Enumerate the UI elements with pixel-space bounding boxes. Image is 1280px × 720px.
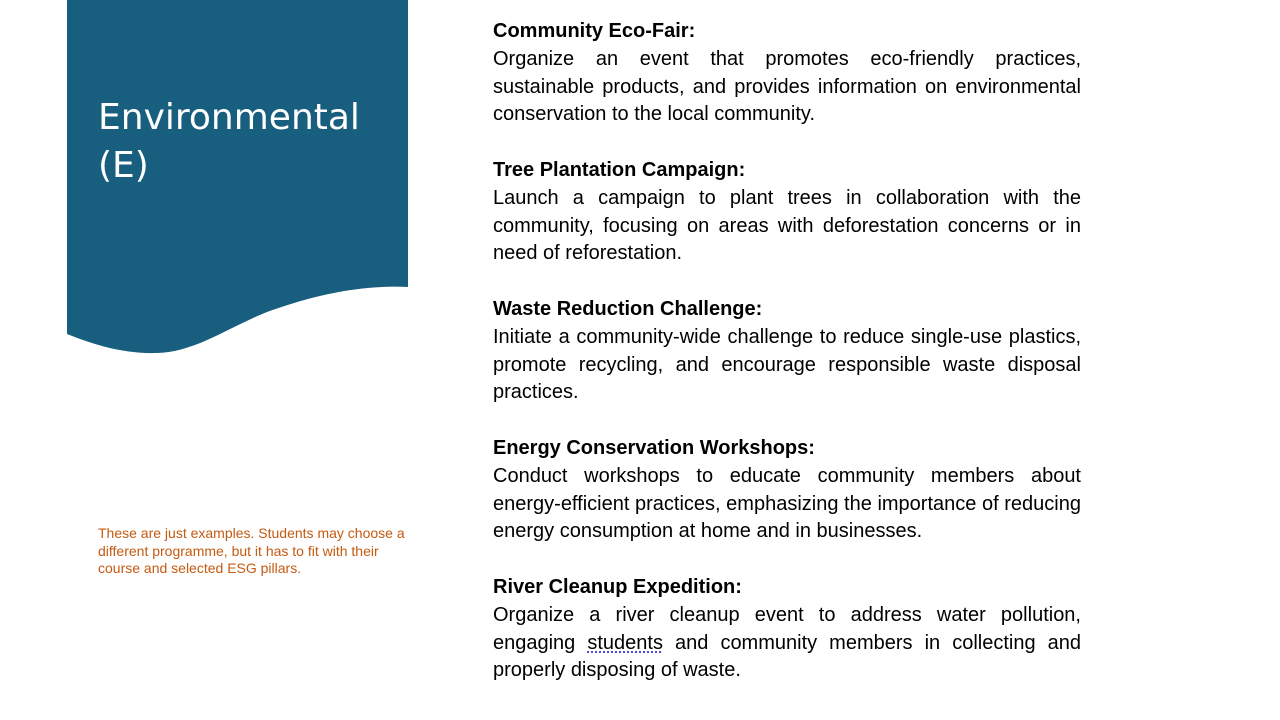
spellcheck-marked-word[interactable]: students xyxy=(587,631,663,654)
item-title: Energy Conservation Workshops: xyxy=(493,436,815,459)
item-description: Organize an event that promotes eco-friendly practices, sustainable products, and provides information on environmental conservation to the local community. xyxy=(493,47,1081,126)
item-description: Launch a campaign to plant trees in collaboration with the community, focusing on areas with deforestation concerns or in need of reforestation. xyxy=(493,186,1081,265)
section-title-line1: Environmental xyxy=(98,97,360,138)
programme-list xyxy=(493,18,1081,713)
item-title: Community Eco-Fair: xyxy=(493,20,696,42)
item-title: Tree Plantation Campaign: xyxy=(493,158,746,181)
list-item xyxy=(493,574,1081,685)
examples-note: These are just examples. Students may choose a different programme, but it has to fit with their course and selected ESG pillars. xyxy=(98,525,405,576)
item-title: Waste Reduction Challenge: xyxy=(493,297,763,320)
list-item xyxy=(493,157,1081,268)
section-title-line2: (E) xyxy=(98,145,149,186)
item-description xyxy=(493,602,1081,685)
item-description: Conduct workshops to educate community members about energy-efficient practices, emphasizing the importance of reducing energy consumption at home and in businesses. xyxy=(493,464,1081,543)
section-title xyxy=(98,94,398,190)
item-description-part1: Organize a river cleanup event to address water pollution, engaging xyxy=(493,603,1081,654)
list-item xyxy=(493,296,1081,407)
item-description-part2: and community members in collecting and properly disposing of waste. xyxy=(493,631,1081,682)
item-description: Initiate a community-wide challenge to reduce single-use plastics, promote recycling, and encourage responsible waste disposal practices. xyxy=(493,325,1081,404)
item-title: River Cleanup Expedition: xyxy=(493,575,742,598)
list-item xyxy=(493,435,1081,546)
list-item xyxy=(493,18,1081,129)
